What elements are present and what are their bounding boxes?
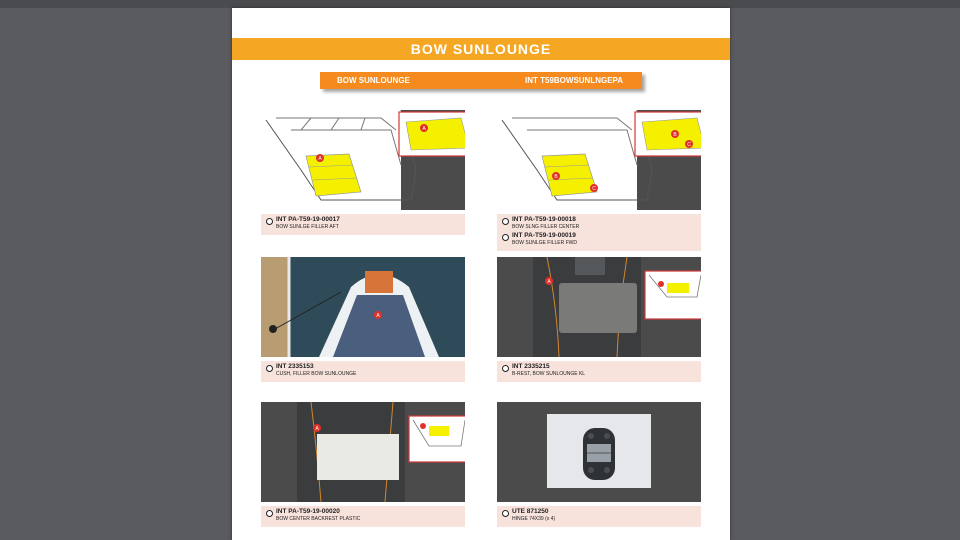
part-caption (261, 214, 465, 235)
marker-b: B (673, 132, 677, 138)
marker-a: A (318, 156, 322, 162)
part-line (497, 216, 701, 232)
part-caption (497, 506, 701, 527)
part-description: B-REST, BOW SUNLOUNGE KL (512, 371, 586, 377)
part-description: BOW SUNLGE FILLER AFT (276, 224, 339, 230)
part-caption (261, 506, 465, 527)
hinge-image (497, 402, 701, 502)
marker-c: C (592, 186, 596, 192)
bullet-icon (266, 218, 273, 225)
marker-a: A (315, 426, 319, 432)
backrest-cushion-image (497, 257, 701, 357)
bullet-icon (266, 365, 273, 372)
bow-deck-diagram-aft-image (261, 110, 465, 210)
document-page (232, 8, 730, 540)
part-number: INT 2335153 (276, 363, 314, 370)
bullet-icon (502, 218, 509, 225)
part-description: BOW CENTER BACKREST PLASTIC (276, 516, 361, 522)
marker-a: A (547, 279, 551, 285)
marker-b: B (554, 174, 558, 180)
part-number: INT PA-T59-19-00019 (512, 232, 576, 239)
page-title-banner: BOW SUNLOUNGE (232, 38, 730, 60)
part-number: INT 2335215 (512, 363, 550, 370)
kit-code: INT T59BOWSUNLNGEPA (525, 76, 624, 85)
boat-bow-aerial-image (261, 257, 465, 357)
marker-a: A (376, 313, 380, 319)
part-description: BOW SUNLGE FILLER FWD (512, 240, 578, 246)
part-description: CUSH, FILLER BOW SUNLOUNGE (276, 371, 357, 377)
part-number: INT PA-T59-19-00018 (512, 216, 576, 223)
kit-name: BOW SUNLOUNGE (337, 76, 410, 85)
bullet-icon (502, 365, 509, 372)
part-line (497, 232, 701, 248)
bullet-icon (502, 510, 509, 517)
marker-a: A (422, 126, 426, 132)
part-caption (261, 361, 465, 382)
part-number: INT PA-T59-19-00020 (276, 508, 340, 515)
bullet-icon (266, 510, 273, 517)
part-caption (497, 361, 701, 382)
part-number: UTE 871250 (512, 508, 549, 515)
bow-deck-diagram-center-fwd-image (497, 110, 701, 210)
backrest-plastic-image (261, 402, 465, 502)
part-line (261, 508, 465, 524)
bullet-icon (502, 234, 509, 241)
part-caption (497, 214, 701, 251)
part-description: BOW SLNG FILLER CENTER (512, 224, 580, 230)
window-top-bar (0, 0, 960, 8)
part-line (261, 216, 465, 232)
part-number: INT PA-T59-19-00017 (276, 216, 340, 223)
kit-header-bar (320, 72, 642, 89)
marker-c: C (687, 142, 691, 148)
part-line (497, 363, 701, 379)
part-line (497, 508, 701, 524)
part-description: HINGE 74X39 (x 4) (512, 516, 556, 522)
part-line (261, 363, 465, 379)
